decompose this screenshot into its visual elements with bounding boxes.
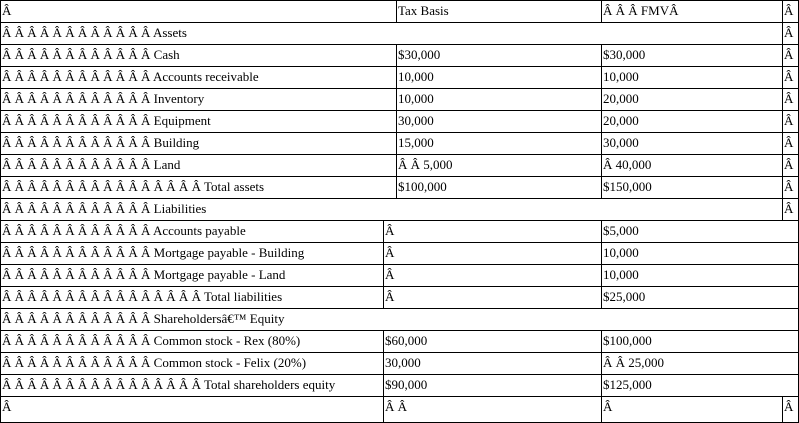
row-label: Â Â Â Â Â Â Â Â Â Â Â Â Mortgage payable - Land: [0, 264, 384, 287]
tax-basis-value: 10,000: [396, 88, 602, 111]
row-label: Â Â Â Â Â Â Â Â Â Â Â Â Accounts receivable: [0, 66, 397, 89]
tax-basis-value: Â: [383, 242, 602, 265]
fmv-value: Â 40,000: [601, 154, 783, 177]
row-label: Â Â Â Â Â Â Â Â Â Â Â Â Common stock - Felix (20%): [0, 352, 384, 375]
footer-cell: Â: [601, 396, 783, 423]
total-assets-label: Â Â Â Â Â Â Â Â Â Â Â Â Â Â Â Â Total assets: [0, 176, 397, 199]
row-end-cell: Â: [782, 110, 799, 133]
header-end-cell: Â: [782, 0, 799, 23]
row-end-cell: Â: [782, 154, 799, 177]
tax-basis-value: 10,000: [396, 66, 602, 89]
fmv-value: $30,000: [601, 44, 783, 67]
total-liabilities-fmv: $25,000: [601, 286, 799, 309]
row-label: Â Â Â Â Â Â Â Â Â Â Â Â Mortgage payable - Building: [0, 242, 384, 265]
total-assets-fmv: $150,000: [601, 176, 783, 199]
tax-basis-value: Â Â 5,000: [396, 154, 602, 177]
fmv-value: 10,000: [601, 242, 799, 265]
tax-basis-value: 30,000: [383, 352, 602, 375]
fmv-value: $5,000: [601, 220, 799, 243]
row-label: Â Â Â Â Â Â Â Â Â Â Â Â Building: [0, 132, 397, 155]
footer-cell: Â: [0, 396, 384, 423]
fmv-value: 20,000: [601, 88, 783, 111]
total-equity-label: Â Â Â Â Â Â Â Â Â Â Â Â Â Â Â Â Total shareholders equity: [0, 374, 384, 397]
total-liabilities-label: Â Â Â Â Â Â Â Â Â Â Â Â Â Â Â Â Total liabilities: [0, 286, 384, 309]
row-end-cell: Â: [782, 66, 799, 89]
fmv-value: 10,000: [601, 264, 799, 287]
row-end-cell: Â: [782, 88, 799, 111]
fmv-value: 30,000: [601, 132, 783, 155]
row-label: Â Â Â Â Â Â Â Â Â Â Â Â Cash: [0, 44, 397, 67]
row-label: Â Â Â Â Â Â Â Â Â Â Â Â Inventory: [0, 88, 397, 111]
total-liabilities-tax-basis: Â: [383, 286, 602, 309]
row-label: Â Â Â Â Â Â Â Â Â Â Â Â Accounts payable: [0, 220, 384, 243]
fmv-value: $100,000: [601, 330, 799, 353]
row-label: Â Â Â Â Â Â Â Â Â Â Â Â Common stock - Rex (80%): [0, 330, 384, 353]
row-end-cell: Â: [782, 44, 799, 67]
total-equity-tax-basis: $90,000: [383, 374, 602, 397]
footer-cell: Â: [782, 396, 799, 423]
row-label: Â Â Â Â Â Â Â Â Â Â Â Â Equipment: [0, 110, 397, 133]
fmv-value: Â Â 25,000: [601, 352, 799, 375]
tax-basis-value: 15,000: [396, 132, 602, 155]
total-assets-tax-basis: $100,000: [396, 176, 602, 199]
header-blank-cell: Â: [0, 0, 397, 23]
liabilities-title-end-cell: Â: [782, 198, 799, 221]
tax-basis-value: $60,000: [383, 330, 602, 353]
tax-basis-value: $30,000: [396, 44, 602, 67]
fmv-value: 20,000: [601, 110, 783, 133]
tax-basis-column-header: Tax Basis: [396, 0, 602, 23]
row-end-cell: Â: [782, 176, 799, 199]
total-equity-fmv: $125,000: [601, 374, 799, 397]
tax-basis-value: Â: [383, 220, 602, 243]
liabilities-section-title: Â Â Â Â Â Â Â Â Â Â Â Â Liabilities: [0, 198, 783, 221]
assets-title-end-cell: Â: [782, 22, 799, 45]
tax-basis-value: 30,000: [396, 110, 602, 133]
assets-section-title: Â Â Â Â Â Â Â Â Â Â Â Â Assets: [0, 22, 783, 45]
footer-cell: Â Â: [383, 396, 602, 423]
tax-basis-value: Â: [383, 264, 602, 287]
fmv-value: 10,000: [601, 66, 783, 89]
equity-section-title: Â Â Â Â Â Â Â Â Â Â Â Â Shareholdersâ€™ Equity: [0, 308, 799, 331]
row-label: Â Â Â Â Â Â Â Â Â Â Â Â Land: [0, 154, 397, 177]
row-end-cell: Â: [782, 132, 799, 155]
fmv-column-header: Â Â Â FMVÂ: [601, 0, 783, 23]
